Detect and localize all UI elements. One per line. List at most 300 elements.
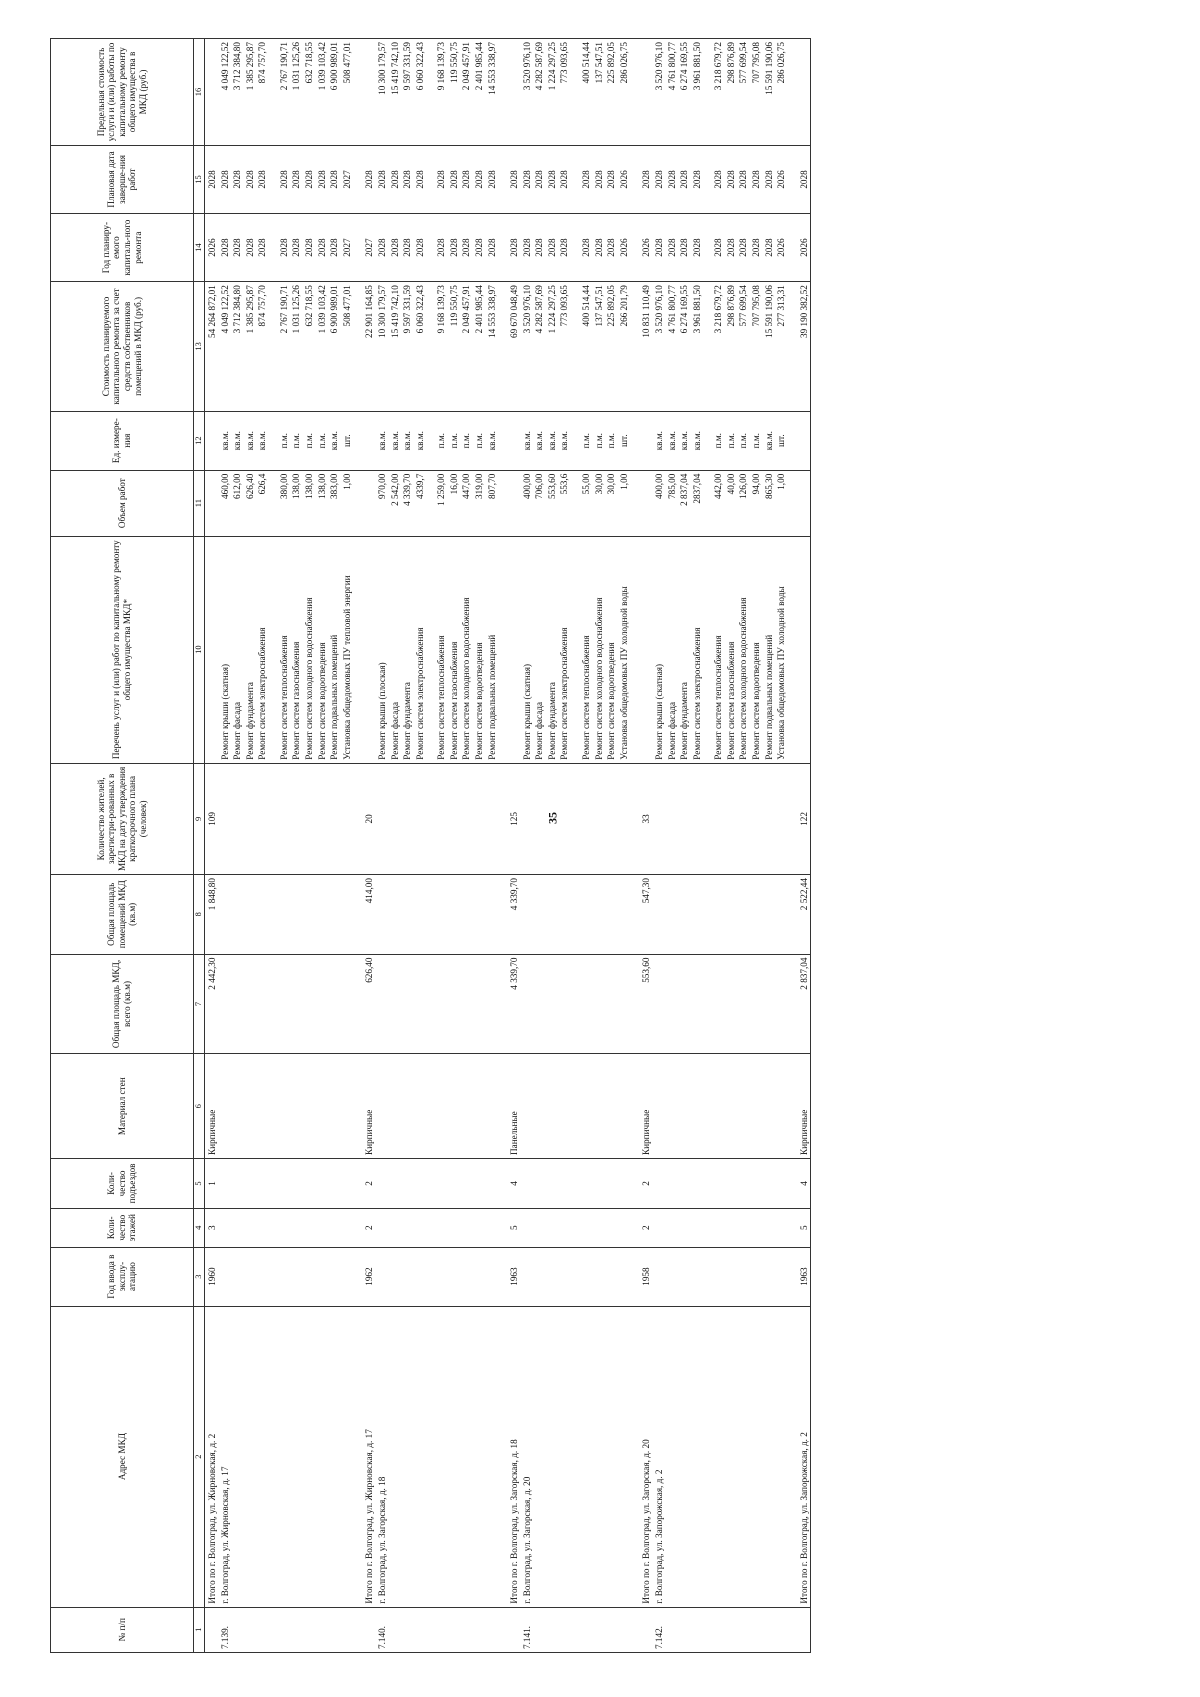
- empty-cell: [775, 875, 788, 955]
- volume: 2 837,04: [678, 470, 691, 536]
- empty-cell: [328, 763, 341, 874]
- empty-cell: [737, 1158, 750, 1208]
- unit: кв.м.: [521, 411, 534, 470]
- address: [473, 1306, 486, 1607]
- unit: кв.м.: [376, 411, 389, 470]
- row-number: [737, 1607, 750, 1652]
- row-number: [580, 1607, 593, 1652]
- empty-cell: [788, 1054, 797, 1158]
- plan-year: 2028: [435, 214, 448, 282]
- empty-cell: [712, 1208, 725, 1247]
- row-number: [303, 1607, 316, 1652]
- row-number: 7.140.: [376, 1607, 389, 1652]
- limit-cost: 400 514,44: [580, 39, 593, 146]
- cost: 3 520 976,10: [521, 282, 534, 411]
- total-row: [362, 39, 376, 1653]
- end-year: 2028: [639, 145, 653, 213]
- volume: 447,00: [460, 470, 473, 536]
- empty-cell: [303, 763, 316, 874]
- end-year: 2028: [448, 145, 461, 213]
- unit: кв.м.: [653, 411, 666, 470]
- empty-cell: [593, 954, 606, 1054]
- column-index: 4: [194, 1208, 205, 1247]
- empty-cell: [473, 1158, 486, 1208]
- empty-cell: [269, 1208, 278, 1247]
- empty-cell: [498, 145, 507, 213]
- empty-cell: [498, 1208, 507, 1247]
- work-name: Ремонт подвальных помещений: [328, 536, 341, 763]
- work-name: Ремонт фасада: [231, 536, 244, 763]
- row-number: 7.142.: [653, 1607, 666, 1652]
- end-year: 2028: [737, 145, 750, 213]
- empty-cell: [546, 1208, 559, 1247]
- work-row: [303, 39, 316, 1653]
- empty-cell: [269, 1607, 278, 1652]
- empty-cell: [328, 1208, 341, 1247]
- total-row: [507, 39, 521, 1653]
- empty-cell: [316, 954, 329, 1054]
- address: [460, 1306, 473, 1607]
- empty-cell: [666, 954, 679, 1054]
- work-name: Ремонт систем водоотведения: [605, 536, 618, 763]
- plan-year: 2028: [448, 214, 461, 282]
- num-cell: [639, 1607, 653, 1652]
- total-row: [205, 39, 219, 1653]
- empty-cell: [341, 1247, 354, 1306]
- volume: 400,00: [653, 470, 666, 536]
- total-label: Итого по г. Волгоград, ул. Загорская, д. 18: [507, 1306, 521, 1607]
- address: [725, 1306, 738, 1607]
- column-index: 1: [194, 1607, 205, 1652]
- column-header: Материал стен: [51, 1054, 194, 1158]
- total-cost: 22 901 164,85: [362, 282, 376, 411]
- plan-year: 2028: [507, 214, 521, 282]
- empty-cell: [401, 875, 414, 955]
- unit: кв.м.: [678, 411, 691, 470]
- residents: 122: [797, 763, 811, 874]
- empty-cell: [353, 411, 362, 470]
- empty-cell: [763, 1158, 776, 1208]
- empty-cell: [788, 470, 797, 536]
- empty-cell: [328, 1054, 341, 1158]
- empty-cell: [353, 1607, 362, 1652]
- empty-cell: [703, 282, 712, 411]
- empty-cell: [460, 763, 473, 874]
- empty-cell: [763, 1054, 776, 1158]
- unit: кв.м.: [219, 411, 232, 470]
- work-name: Ремонт систем водоотведения: [316, 536, 329, 763]
- empty-cell: [389, 954, 402, 1054]
- empty-cell: [316, 875, 329, 955]
- empty-cell: [328, 875, 341, 955]
- work-row: [376, 39, 389, 1653]
- empty-cell: [571, 954, 580, 1054]
- empty-cell: [605, 763, 618, 874]
- empty-cell: [435, 1247, 448, 1306]
- work-name: Ремонт систем холодного водоснабжения: [737, 536, 750, 763]
- empty-cell: [653, 1158, 666, 1208]
- row-number: [691, 1607, 704, 1652]
- plan-year: 2028: [546, 214, 559, 282]
- cost: 9 168 139,73: [435, 282, 448, 411]
- empty-cell: [593, 1158, 606, 1208]
- cost: 119 550,75: [448, 282, 461, 411]
- cost: 15 419 742,10: [389, 282, 402, 411]
- num-cell: [507, 1607, 521, 1652]
- total-cost: 69 670 048,49: [507, 282, 521, 411]
- column-header: Год ввода в эксплу-атацию: [51, 1247, 194, 1306]
- row-number: [460, 1607, 473, 1652]
- end-year: 2028: [256, 145, 269, 213]
- empty-cell: [256, 1247, 269, 1306]
- empty-cell: [703, 1247, 712, 1306]
- work-name: Ремонт подвальных помещений: [486, 536, 499, 763]
- empty-cell: [256, 1208, 269, 1247]
- limit-cost: 3 712 384,80: [231, 39, 244, 146]
- empty-cell: [618, 1247, 631, 1306]
- unit: кв.м.: [389, 411, 402, 470]
- empty-cell: [498, 763, 507, 874]
- empty-cell: [426, 536, 435, 763]
- plan-year: 2028: [763, 214, 776, 282]
- row-number: [750, 1607, 763, 1652]
- end-year: 2028: [546, 145, 559, 213]
- empty-cell: [630, 536, 639, 763]
- entrances: 2: [639, 1158, 653, 1208]
- empty-cell: [558, 763, 571, 874]
- limit-cost: 2 767 190,71: [278, 39, 291, 146]
- empty-cell: [353, 954, 362, 1054]
- volume: 785,00: [666, 470, 679, 536]
- unit: [639, 411, 653, 470]
- work-row: [414, 39, 427, 1653]
- plan-year: 2028: [219, 214, 232, 282]
- empty-cell: [426, 411, 435, 470]
- empty-cell: [219, 763, 232, 874]
- empty-cell: [498, 954, 507, 1054]
- empty-cell: [231, 1158, 244, 1208]
- empty-cell: [775, 763, 788, 874]
- column-header: № п/п: [51, 1607, 194, 1652]
- empty-cell: [653, 1054, 666, 1158]
- work-row: [435, 39, 448, 1653]
- work-name: Ремонт фундамента: [546, 536, 559, 763]
- end-year: 2028: [316, 145, 329, 213]
- work-row: [328, 39, 341, 1653]
- empty-cell: [269, 875, 278, 955]
- empty-cell: [725, 1247, 738, 1306]
- work-row: [401, 39, 414, 1653]
- work-name: Ремонт систем газоснабжения: [448, 536, 461, 763]
- empty-cell: [558, 954, 571, 1054]
- empty-cell: [691, 1247, 704, 1306]
- empty-cell: [546, 1247, 559, 1306]
- work-row: [546, 39, 559, 1653]
- empty-cell: [521, 1054, 534, 1158]
- empty-cell: [630, 875, 639, 955]
- empty-cell: [460, 875, 473, 955]
- empty-cell: [571, 282, 580, 411]
- page-number: 35: [545, 812, 560, 824]
- address: [593, 1306, 606, 1607]
- area-total: 2 442,30: [205, 954, 219, 1054]
- empty-cell: [571, 1158, 580, 1208]
- empty-cell: [703, 1054, 712, 1158]
- column-header: Предельная стоимость услуги и (или) работы по капитальному ремонту общего имущества в МКД (руб.): [51, 39, 194, 146]
- volume: 807,70: [486, 470, 499, 536]
- unit: п.м.: [593, 411, 606, 470]
- column-header: Общая площадь помещений МКД (кв.м): [51, 875, 194, 955]
- unit: кв.м.: [256, 411, 269, 470]
- empty-cell: [435, 875, 448, 955]
- residents: 109: [205, 763, 219, 874]
- empty-cell: [666, 1054, 679, 1158]
- empty-cell: [278, 1247, 291, 1306]
- cost: 6 060 322,43: [414, 282, 427, 411]
- row-number: [389, 1607, 402, 1652]
- work-row: [341, 39, 354, 1653]
- residents: 33: [639, 763, 653, 874]
- empty-cell: [290, 763, 303, 874]
- end-year: 2028: [303, 145, 316, 213]
- volume: 138,00: [303, 470, 316, 536]
- empty-cell: [678, 1208, 691, 1247]
- address: [448, 1306, 461, 1607]
- empty-cell: [278, 1054, 291, 1158]
- spacer-row: [630, 39, 639, 1653]
- end-year: 2027: [341, 145, 354, 213]
- work-row: [278, 39, 291, 1653]
- empty-cell: [353, 1054, 362, 1158]
- limit-cost: 6 900 989,01: [328, 39, 341, 146]
- empty-cell: [389, 1247, 402, 1306]
- empty-cell: [376, 954, 389, 1054]
- empty-cell: [630, 1306, 639, 1607]
- work-row: [666, 39, 679, 1653]
- empty-cell: [435, 1158, 448, 1208]
- address: [558, 1306, 571, 1607]
- empty-cell: [303, 1247, 316, 1306]
- empty-cell: [737, 1208, 750, 1247]
- empty-cell: [353, 536, 362, 763]
- limit-cost: 137 547,51: [593, 39, 606, 146]
- empty-cell: [605, 1208, 618, 1247]
- row-number: [401, 1607, 414, 1652]
- empty-cell: [725, 1208, 738, 1247]
- empty-cell: [678, 1158, 691, 1208]
- total-row: [639, 39, 653, 1653]
- plan-year: 2028: [316, 214, 329, 282]
- empty-cell: [737, 763, 750, 874]
- empty-cell: [498, 1247, 507, 1306]
- cost: 632 718,55: [303, 282, 316, 411]
- empty-cell: [571, 145, 580, 213]
- empty-cell: [593, 1054, 606, 1158]
- empty-cell: [763, 1247, 776, 1306]
- cost: 15 591 190,06: [763, 282, 776, 411]
- empty-cell: [533, 763, 546, 874]
- empty-cell: [678, 763, 691, 874]
- empty-cell: [256, 1054, 269, 1158]
- wall-material: Панельные: [507, 1054, 521, 1158]
- limit-cost: 4 761 800,77: [666, 39, 679, 146]
- address: [401, 1306, 414, 1607]
- empty-cell: [389, 763, 402, 874]
- empty-cell: [498, 411, 507, 470]
- empty-cell: [316, 1054, 329, 1158]
- row-number: [290, 1607, 303, 1652]
- limit-cost: 14 553 338,97: [486, 39, 499, 146]
- work-row: [725, 39, 738, 1653]
- plan-year: 2028: [580, 214, 593, 282]
- volume: 4339,7: [414, 470, 427, 536]
- work-name: Ремонт систем газоснабжения: [725, 536, 738, 763]
- empty-cell: [353, 214, 362, 282]
- empty-cell: [788, 536, 797, 763]
- column-header: Год планиру-емого капиталь-ного ремонта: [51, 214, 194, 282]
- empty-cell: [788, 39, 797, 146]
- volume: 383,00: [328, 470, 341, 536]
- work-row: [712, 39, 725, 1653]
- empty-cell: [712, 1054, 725, 1158]
- empty-cell: [571, 214, 580, 282]
- empty-cell: [788, 1158, 797, 1208]
- address: [763, 1306, 776, 1607]
- area-total: 2 837,04: [797, 954, 811, 1054]
- plan-year: 2028: [473, 214, 486, 282]
- limit-cost: 773 093,65: [558, 39, 571, 146]
- limit-cost: 3 520 976,10: [653, 39, 666, 146]
- limit-cost: 874 757,70: [256, 39, 269, 146]
- column-header: Объем работ: [51, 470, 194, 536]
- limit-cost: 1 385 295,87: [244, 39, 257, 146]
- address: [435, 1306, 448, 1607]
- column-index: 11: [194, 470, 205, 536]
- limit-cost: 577 699,54: [737, 39, 750, 146]
- empty-cell: [473, 1247, 486, 1306]
- empty-cell: [593, 763, 606, 874]
- volume: 442,00: [712, 470, 725, 536]
- empty-cell: [593, 1208, 606, 1247]
- address: [750, 1306, 763, 1607]
- area-total: 553,60: [639, 954, 653, 1054]
- work-name: Ремонт систем газоснабжения: [290, 536, 303, 763]
- empty-cell: [426, 1158, 435, 1208]
- empty-cell: [521, 1158, 534, 1208]
- end-year: 2028: [290, 145, 303, 213]
- empty-cell: [737, 1054, 750, 1158]
- limit-cost: [797, 39, 811, 146]
- column-index: 14: [194, 214, 205, 282]
- unit: [362, 411, 376, 470]
- empty-cell: [376, 1158, 389, 1208]
- empty-cell: [593, 1247, 606, 1306]
- work-row: [558, 39, 571, 1653]
- row-number: [328, 1607, 341, 1652]
- plan-year: 2028: [414, 214, 427, 282]
- plan-year: 2026: [639, 214, 653, 282]
- plan-year: 2028: [691, 214, 704, 282]
- empty-cell: [605, 875, 618, 955]
- empty-cell: [389, 1054, 402, 1158]
- plan-year: 2026: [797, 214, 811, 282]
- empty-cell: [353, 470, 362, 536]
- work-row: [691, 39, 704, 1653]
- empty-cell: [414, 875, 427, 955]
- empty-cell: [788, 763, 797, 874]
- empty-cell: [666, 1158, 679, 1208]
- empty-cell: [580, 1054, 593, 1158]
- empty-cell: [341, 763, 354, 874]
- row-number: [678, 1607, 691, 1652]
- empty-cell: [269, 954, 278, 1054]
- empty-cell: [571, 1208, 580, 1247]
- limit-cost: 4 282 587,69: [533, 39, 546, 146]
- empty-cell: [605, 1054, 618, 1158]
- empty-cell: [435, 1208, 448, 1247]
- empty-cell: [426, 1054, 435, 1158]
- cost: 10 300 179,57: [376, 282, 389, 411]
- empty-cell: [630, 145, 639, 213]
- work-name: Ремонт систем электроснабжения: [558, 536, 571, 763]
- empty-cell: [448, 1054, 461, 1158]
- total-cost: 10 831 110,49: [639, 282, 653, 411]
- empty-cell: [605, 1247, 618, 1306]
- row-number: [533, 1607, 546, 1652]
- empty-cell: [219, 1247, 232, 1306]
- work-name: Установка общедомовых ПУ тепловой энергии: [341, 536, 354, 763]
- empty-cell: [448, 1208, 461, 1247]
- row-number: [763, 1607, 776, 1652]
- empty-cell: [486, 763, 499, 874]
- plan-year: 2027: [341, 214, 354, 282]
- cost: 14 553 338,97: [486, 282, 499, 411]
- volume: 126,00: [737, 470, 750, 536]
- entrances: 1: [205, 1158, 219, 1208]
- unit: [205, 411, 219, 470]
- plan-year: 2028: [605, 214, 618, 282]
- empty-cell: [580, 763, 593, 874]
- empty-cell: [473, 954, 486, 1054]
- end-year: 2028: [376, 145, 389, 213]
- total-label: Итого по г. Волгоград, ул. Загорская, д. 20: [639, 1306, 653, 1607]
- empty-cell: [460, 954, 473, 1054]
- empty-cell: [533, 875, 546, 955]
- empty-cell: [376, 1247, 389, 1306]
- limit-cost: 3 520 976,10: [521, 39, 534, 146]
- empty-cell: [278, 763, 291, 874]
- volume: 612,00: [231, 470, 244, 536]
- row-number: [435, 1607, 448, 1652]
- empty-cell: [414, 1158, 427, 1208]
- empty-cell: [244, 763, 257, 874]
- cost: 577 699,54: [737, 282, 750, 411]
- unit: кв.м.: [546, 411, 559, 470]
- end-year: 2028: [389, 145, 402, 213]
- unit: кв.м.: [401, 411, 414, 470]
- unit: п.м.: [448, 411, 461, 470]
- address: [486, 1306, 499, 1607]
- volume: 138,00: [316, 470, 329, 536]
- work-name: Ремонт крыши (скатная): [653, 536, 666, 763]
- empty-cell: [546, 1054, 559, 1158]
- area-rooms: 4 339,70: [507, 875, 521, 955]
- plan-year: 2028: [389, 214, 402, 282]
- volume: [205, 470, 219, 536]
- empty-cell: [426, 875, 435, 955]
- row-number: [558, 1607, 571, 1652]
- cost: 1 385 295,87: [244, 282, 257, 411]
